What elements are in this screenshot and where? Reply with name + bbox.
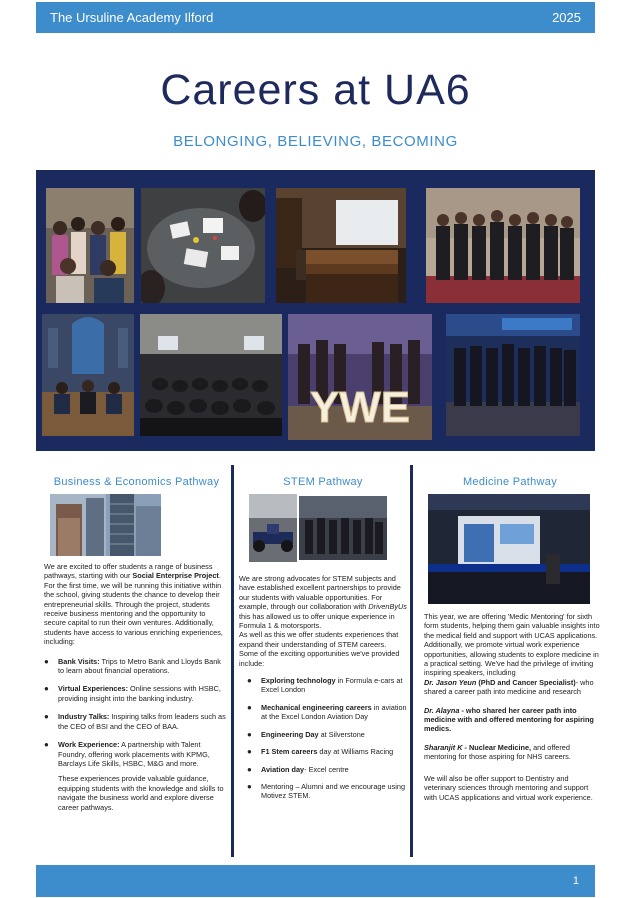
school-name: The Ursuline Academy Ilford [50,10,214,25]
business-outro: These experiences provide valuable guidance, equipping students with the knowledge and skills to navigate the business world and explore diverse career pathways. [58,774,224,812]
list-item: ● Engineering Day at Silverstone [247,729,365,739]
list-item: ● Mechanical engineering careers in aviation at the Excel London Aviation Day [247,702,407,722]
column-divider [410,465,413,857]
formula-e-event-photo [446,314,580,436]
students-group-photo [46,188,134,303]
page-number: 1 [572,875,579,887]
medicine-speaker-1: Dr. Jason Yeun (PhD and Cancer Specialist)- who shared a career path into medicine and research [424,677,594,697]
list-item: ● Aviation day- Excel centre [247,764,349,774]
students-formal-photo [426,188,580,303]
page-title: Careers at UA6 [160,66,471,114]
list-item: ● F1 Stem careers day at Williams Racing [247,747,394,757]
column-divider [231,465,234,857]
list-item: ● Virtual Experiences: Online sessions with HSBC, providing insight into the banking industry. [44,684,221,703]
hall-seminar-photo [42,314,134,436]
medicine-talk-photo [428,494,590,604]
footer-bar [36,865,595,897]
header-bar [36,2,595,33]
ywe-sign: YWE [309,383,411,432]
racing-car-photo [249,494,297,562]
list-item: ● Work Experience: A partnership with Talent Foundry, offering work placements with KPMG, Barclays Life Skills, HSBC, M&G and more. [44,740,210,768]
auditorium-stage-photo [276,188,406,303]
business-heading: Business & Economics Pathway [53,476,220,488]
ywe-event-photo [288,314,432,440]
stem-list [239,676,407,801]
medicine-heading: Medicine Pathway [462,476,558,488]
business-list [44,657,229,769]
medicine-outro: We will also be offer support to Dentistry and veterinary sciences through mentoring and support with UCAS applications and virtual work experience. [424,773,593,802]
list-item: ● Mentoring – Alumni and we encourage using Motivez STEM. [247,781,406,801]
stem-group-photo [299,496,387,560]
list-item: ● Exploring technology in Formula e-cars at Excel London [247,676,403,695]
medicine-speaker-2: Dr. Alayna - who shared her career path into medicine with and offered mentoring for aspiring medics. [424,705,594,734]
stem-intro-2: As well as this we offer students experiences that expand their understanding of STEM careers. Some of the exciting opportunities we've provided include: [239,630,400,668]
photo-collage [36,170,595,451]
medicine-speaker-3: Sharanjit K - Nuclear Medicine, and offered mentoring for those aspiring for NHS careers. [424,742,571,762]
stem-heading: STEM Pathway [283,476,363,488]
business-intro: We are excited to offer students a range of business pathways, starting with our Social Enterprise Project. For the first time, we will be running this initiative within the school, giving students the chance to develop their entrepreneurial skills. Through the project, students receive business mentoring and the opportunity to secure capital to run their own ventures. Additionally, students have access to various enriching experiences, including: [44,562,223,647]
stem-photos [239,494,407,562]
medicine-column [420,466,600,802]
year: 2025 [552,10,581,25]
business-column [44,466,229,812]
stem-column [239,466,407,801]
workshop-table-photo [141,188,265,303]
lecture-hall-photo [140,314,282,436]
page-subtitle: BELONGING, BELIEVING, BECOMING [173,133,458,150]
list-item: ● Industry Talks: Inspiring talks from leaders such as the CEO of BSI and the CEO of BAA. [44,712,226,731]
city-buildings-photo [50,494,161,556]
list-item: ● Bank Visits: Trips to Metro Bank and Lloyds Bank to learn about financial operations. [44,656,221,676]
medicine-intro: This year, we are offering 'Medic Mentoring' for sixth form students, helping them gain valuable insights into the medical field and support with UCAS applications. Additionally, we promote virtual work experience opportunities, allowing students to explore medicine in a practical setting. We've had the privilege of inviting inspiring speakers, including [424,612,600,678]
stem-intro: We are strong advocates for STEM subjects and have established excellent partnerships to provide our students with valuable opportunities. For example, through our collaboration with DrivenByUs this has allowed us to offer unique experience in Formula 1 & motorsports. [239,574,407,631]
